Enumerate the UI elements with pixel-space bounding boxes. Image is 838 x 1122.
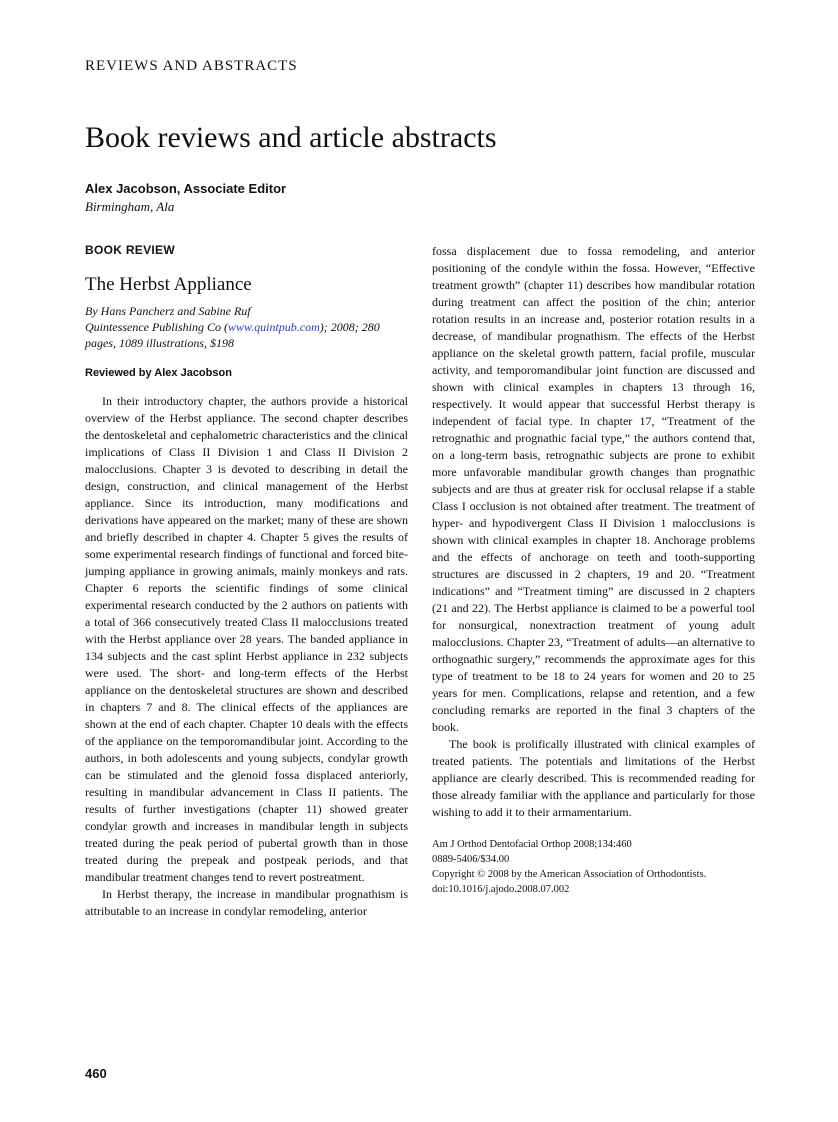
article-title: Book reviews and article abstracts (85, 121, 497, 154)
editor-location: Birmingham, Ala (85, 199, 175, 214)
body-paragraph-2-continuation: fossa displacement due to fossa remodeling, and anterior positioning of the condyle within the fossa. However, “Effective treatment growth” (chapter 11) describes how mandibular rotation during treatment can affect the position of the chin; anterior rotation results in an increase and, posterior rotation results in a decrease, of mandibular prognathism. The effects of the Herbst appliance on the skeletal growth pattern, facial profile, muscular activity, and temporomandibular joint function are discussed and shown with clinical examples in chapters 13 through 16, respectively. It would appear that successful Herbst therapy is independent of facial type. In chapter 17, “Treatment of the retrognathic and prognathic facial type,” the authors contend that, on a long-term basis, retrognathic subjects are prone to exhibit more unfavorable mandibular growth changes than prognathic subjects and are thus at greater risk for occlusal relapse if a stable Class I occlusion is not obtained after treatment. The treatment of hyper- and hypodivergent Class II Division 1 malocclusions is shown with clinical examples in chapter 18. Anchorage problems and the effects of anchorage on teeth and tooth-supporting structures are discussed in 2 chapters, 19 and 20. “Treatment indications” and “Treatment timing” are discussed in 2 chapters (21 and 22). The Herbst appliance is claimed to be a powerful tool for nonsurgical, nonextraction treatment of young adult malocclusions. Chapter 23, “Treatment of adults—an alternative to orthognathic surgery,” recommends the approximate ages for this type of treatment to be 18 to 24 years for women and 20 to 25 years for men. Complications, relapse and retention, and a few concluding remarks are reported in the final 3 chapters of the book. (432, 244, 755, 734)
citation-copyright-line: Copyright © 2008 by the American Association of Orthodontists. (432, 869, 707, 880)
book-authors: By Hans Pancherz and Sabine Ruf (85, 304, 251, 318)
reviewed-by: Reviewed by Alex Jacobson (85, 367, 232, 379)
editor-name: Alex Jacobson, Associate Editor (85, 181, 287, 196)
body-paragraph-1: In their introductory chapter, the authors provide a historical overview of the Herbst appliance. The second chapter describes the dentoskeletal and cephalometric characteristics and the clinical implications of Class II Division 1 and Class II Division 2 malocclusions. Chapter 3 is devoted to describing in detail the design, construction, and clinical management of the Herbst appliance. Since its introduction, many modifications and derivations have appeared on the market; many of these are shown and briefly described in chapter 4. Chapter 5 gives the results of some experimental research findings of functional and forced bite-jumping appliance in growing animals, mainly monkeys and rats. Chapter 6 reports the scientific findings of some clinical experimental research conducted by the 2 authors on patients with a total of 366 consecutively treated Class II malocclusions treated with the Herbst appliance over 28 years. The banded appliance in 134 subjects and the cast splint Herbst appliance in 232 subjects were used. The short- and long-term effects of the Herbst appliance on the dentoskeletal structures are shown and described in chapters 7 and 8. The clinical effects of the appliances are shown at the end of each chapter. Chapter 10 deals with the effects of the appliance on the temporomandibular joint. According to the authors, in both adolescents and young subjects, condylar growth can be stimulated and the glenoid fossa displaced anteriorly, resulting in mandibular advancement in Class II patients. The results of further investigations (chapter 11) showed greater condylar growth and increases in mandibular length in subjects treated during the peak period of pubertal growth than in those treated during the prepeak and postpeak periods, and that mandibular treatment changes tend to revert postreatment. (85, 394, 408, 884)
publication-info (85, 319, 408, 351)
left-column (85, 243, 408, 920)
publisher-link[interactable]: www.quintpub.com (227, 320, 320, 334)
citation-doi-line: doi:10.1016/j.ajodo.2008.07.002 (432, 884, 570, 895)
two-column-body (85, 243, 755, 920)
section-header: REVIEWS AND ABSTRACTS (85, 58, 298, 74)
body-paragraph-3: The book is prolifically illustrated with clinical examples of treated patients. The potentials and limitations of the Herbst appliance are clearly described. This is recommended reading for those already familiar with the appliance and particularly for those wishing to add it to their armamentarium. (432, 737, 755, 819)
citation-journal-line: Am J Orthod Dentofacial Orthop 2008;134:460 (432, 839, 632, 850)
publisher-text-tail: ); 2008; 280 pages, 1089 illustrations, $198 (85, 320, 380, 350)
publisher-text: Quintessence Publishing Co ( (85, 320, 228, 334)
book-title: The Herbst Appliance (85, 274, 252, 295)
right-column (432, 243, 755, 920)
body-paragraph-2: In Herbst therapy, the increase in mandibular prognathism is attributable to an increase in condylar remodeling, anterior (85, 887, 408, 918)
book-review-heading: BOOK REVIEW (85, 243, 175, 257)
citation-issn-line: 0889-5406/$34.00 (432, 854, 510, 865)
page-number: 460 (85, 1066, 107, 1081)
citation-block (432, 837, 755, 897)
